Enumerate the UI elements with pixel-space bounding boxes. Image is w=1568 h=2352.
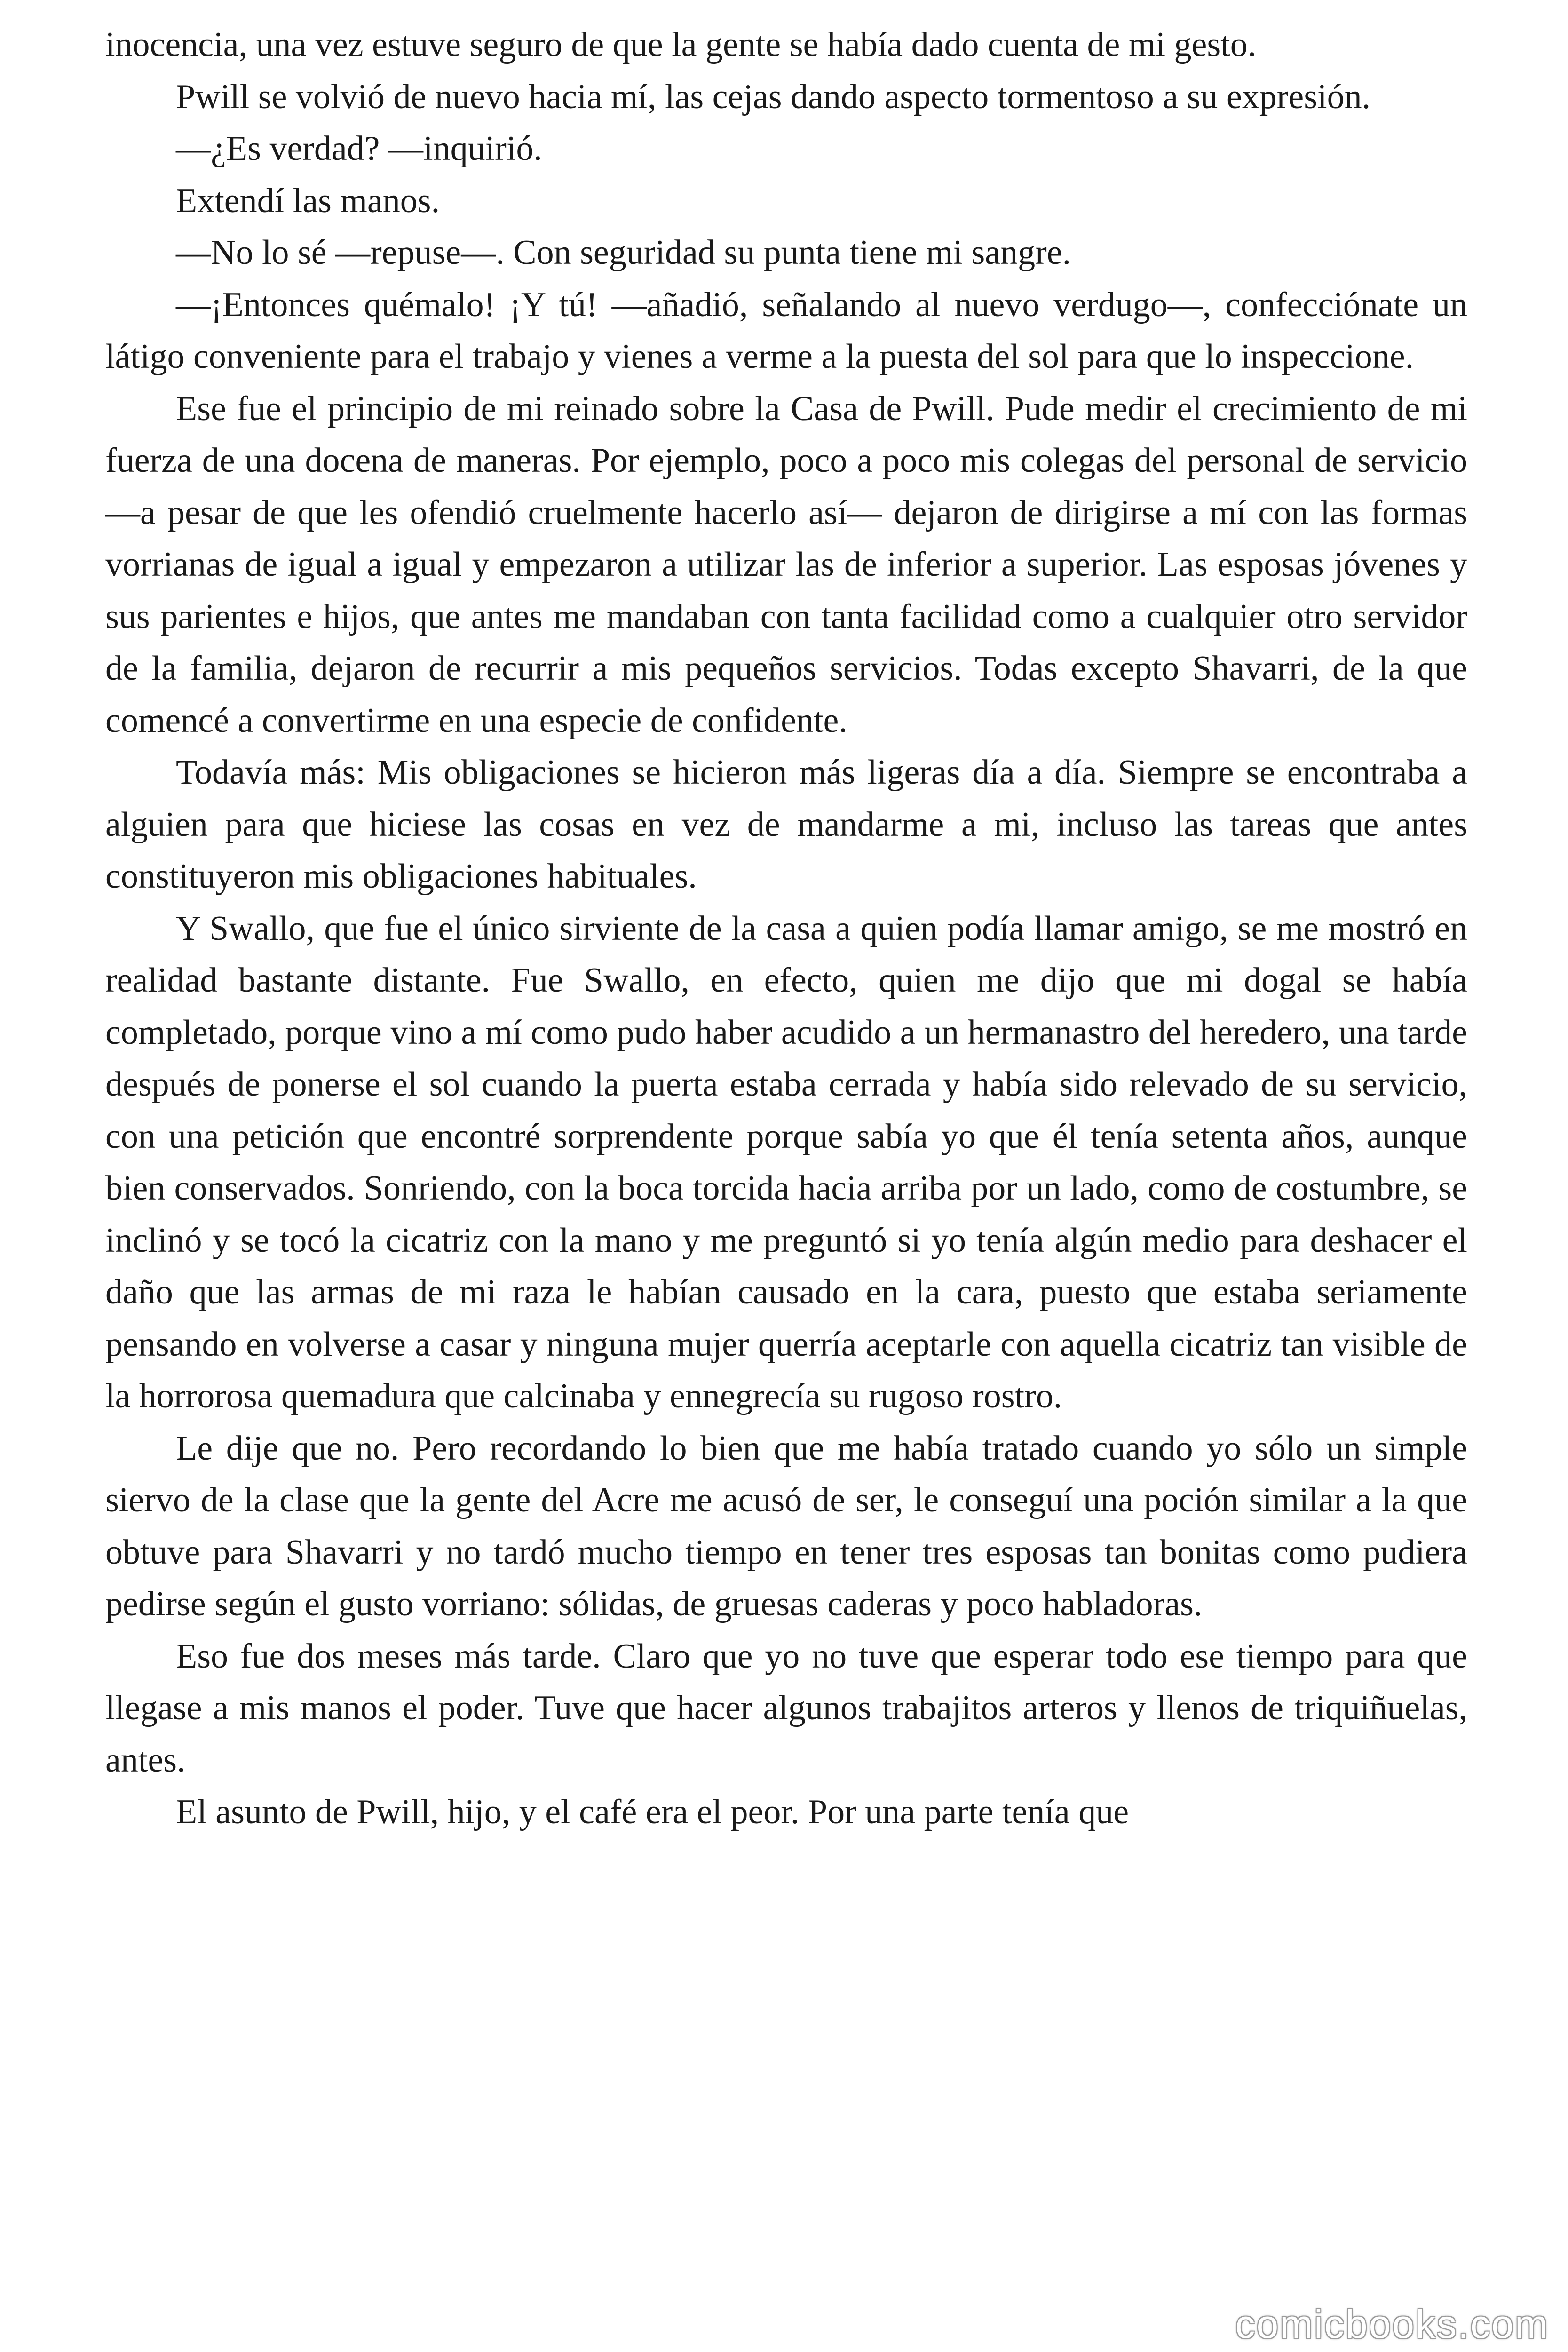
paragraph: —No lo sé —repuse—. Con seguridad su punta tiene mi sangre. (176, 233, 1071, 272)
book-page-text (105, 19, 1467, 1838)
paragraph: El asunto de Pwill, hijo, y el café era el peor. Por una parte tenía que (176, 1793, 1129, 1831)
paragraph: Y Swallo, que fue el único sirviente de la casa a quien podía llamar amigo, se me mostró en realidad bastante distante. Fue Swallo, en efecto, quien me dijo que mi dogal se había completado, porque vino a mí como pudo haber acudido a un hermanastro del heredero, una tarde después de ponerse el sol cuando la puerta estaba cerrada y había sido relevado de su servicio, con una petición que encontré sorprendente porque sabía yo que él tenía setenta años, aunque bien conservados. Sonriendo, con la boca torcida hacia arriba por un lado, como de costumbre, se inclinó y se tocó la cicatriz con la mano y me preguntó si yo tenía algún medio para deshacer el daño que las armas de mi raza le habían causado en la cara, puesto que estaba seriamente pensando en volverse a casar y ninguna mujer querría aceptarle con aquella cicatriz tan visible de la horrorosa quemadura que calcinaba y ennegrecía su rugoso rostro. (105, 909, 1467, 1415)
paragraph: Ese fue el principio de mi reinado sobre la Casa de Pwill. Pude medir el crecimiento de mi fuerza de una docena de maneras. Por ejemplo, poco a poco mis colegas del personal de servicio —a pesar de que les ofendió cruelmente hacerlo así— dejaron de dirigirse a mí con las formas vorrianas de igual a igual y empezaron a utilizar las de inferior a superior. Las esposas jóvenes y sus parientes e hijos, que antes me mandaban con tanta facilidad como a cualquier otro servidor de la familia, dejaron de recurrir a mis pequeños servicios. Todas excepto Shavarri, de la que comencé a convertirme en una especie de confidente. (105, 389, 1467, 740)
paragraph: —¡Entonces quémalo! ¡Y tú! —añadió, señalando al nuevo verdugo—, confecciónate un látigo conveniente para el trabajo y vienes a verme a la puesta del sol para que lo inspeccione. (105, 285, 1467, 376)
paragraph: inocencia, una vez estuve seguro de que la gente se había dado cuenta de mi gesto. (105, 25, 1257, 64)
paragraph: Todavía más: Mis obligaciones se hicieron más ligeras día a día. Siempre se encontraba a alguien para que hiciese las cosas en vez de mandarme a mi, incluso las tareas que antes constituyeron mis obligaciones habituales. (105, 753, 1467, 896)
paragraph: Pwill se volvió de nuevo hacia mí, las cejas dando aspecto tormentoso a su expresión. (176, 77, 1371, 116)
paragraph: Eso fue dos meses más tarde. Claro que yo no tuve que esperar todo ese tiempo para que llegase a mis manos el poder. Tuve que hacer algunos trabajitos arteros y llenos de triquiñuelas, antes. (105, 1637, 1467, 1780)
paragraph: —¿Es verdad? —inquirió. (176, 129, 542, 168)
paragraph: Extendí las manos. (176, 181, 440, 220)
paragraph: Le dije que no. Pero recordando lo bien que me había tratado cuando yo sólo un simple siervo de la clase que la gente del Acre me acusó de ser, le conseguí una poción similar a la que obtuve para Shavarri y no tardó mucho tiempo en tener tres esposas tan bonitas como pudiera pedirse según el gusto vorriano: sólidas, de gruesas caderas y poco habladoras. (105, 1429, 1467, 1623)
watermark-text: comicbooks.com (1235, 2302, 1549, 2346)
